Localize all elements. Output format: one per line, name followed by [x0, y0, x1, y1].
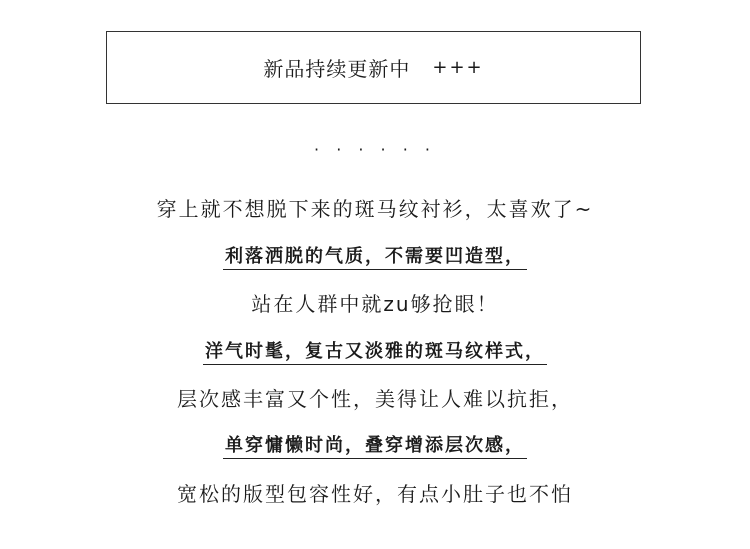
highlight-line	[0, 242, 750, 270]
highlight-text: 利落洒脱的气质，不需要凹造型，	[223, 242, 527, 270]
description-line	[0, 193, 750, 222]
banner-plus: +++	[432, 57, 484, 78]
description-text: 穿上就不想脱下来的斑马纹衬衫，太喜欢了~	[156, 197, 594, 221]
description-line	[0, 383, 750, 412]
highlight-text: 单穿慵懒时尚，叠穿增添层次感，	[223, 431, 527, 459]
highlight-line	[0, 431, 750, 459]
highlight-line	[0, 337, 750, 365]
description-text: 层次感丰富又个性，美得让人难以抗拒，	[177, 387, 573, 411]
new-arrivals-banner	[106, 31, 641, 104]
description-line	[0, 478, 750, 507]
banner-title: 新品持续更新中	[263, 57, 411, 81]
description-text: 宽松的版型包容性好，有点小肚子也不怕	[177, 482, 573, 506]
description-line	[0, 288, 750, 317]
dots-divider: · · · · · ·	[314, 140, 436, 159]
highlight-text: 洋气时髦，复古又淡雅的斑马纹样式，	[203, 337, 547, 365]
description-text: 站在人群中就zu够抢眼！	[251, 292, 499, 316]
